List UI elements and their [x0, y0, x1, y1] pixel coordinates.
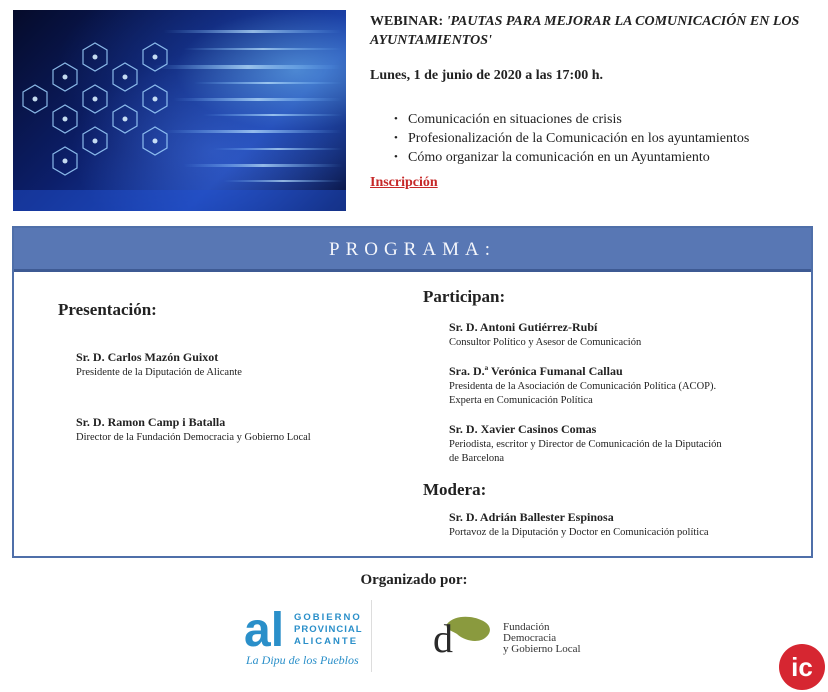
event-header	[370, 12, 820, 191]
speaker	[76, 415, 311, 445]
gobierno-provincial-alicante-logo	[244, 598, 374, 674]
topic-text: Cómo organizar la comunicación en un Ayuntamiento	[408, 150, 710, 165]
topic-list	[394, 110, 820, 167]
programa-box	[12, 226, 813, 558]
programa-title: PROGRAMA:	[14, 228, 811, 272]
bullet-icon: •	[394, 132, 398, 144]
logo-divider	[371, 600, 372, 672]
modera-heading: Modera:	[423, 480, 487, 499]
speaker	[449, 364, 716, 408]
logo-line3: y Gobierno Local	[503, 643, 581, 655]
speaker-name: Sr. D. Xavier Casinos Comas	[449, 422, 597, 436]
participan-heading: Participan:	[423, 287, 506, 306]
list-item	[394, 129, 820, 148]
leaf-icon	[447, 617, 490, 641]
presentacion-heading: Presentación:	[58, 300, 157, 319]
topic-text: Comunicación en situaciones de crisis	[408, 112, 622, 127]
tech-network-illustration	[13, 10, 346, 211]
list-item	[394, 148, 820, 167]
logo-mark: al	[244, 604, 285, 657]
badge-text: ic	[791, 652, 813, 682]
speaker-name: Sr. D. Antoni Gutiérrez-Rubí	[449, 320, 598, 334]
logo-mark: d	[433, 616, 453, 660]
logo-line2: Democracia	[503, 632, 557, 644]
logo-line1: GOBIERNO	[294, 612, 362, 623]
bullet-icon: •	[394, 113, 398, 125]
title-prefix: WEBINAR:	[370, 14, 447, 29]
speaker-role: Presidente de la Diputación de Alicante	[76, 367, 242, 378]
inscripcion-link[interactable]: Inscripción	[370, 175, 438, 190]
logo-line3: ALICANTE	[294, 636, 359, 647]
speaker-name: Sra. D.ª Verónica Fumanal Callau	[449, 364, 623, 378]
event-date: Lunes, 1 de junio de 2020 a las 17:00 h.	[370, 68, 603, 83]
logo-line2: PROVINCIAL	[294, 624, 363, 635]
fundacion-democracia-logo	[433, 610, 603, 660]
speaker-name: Sr. D. Adrián Ballester Espinosa	[449, 510, 614, 524]
speaker	[76, 350, 242, 380]
speaker-role-line2: de Barcelona	[449, 453, 505, 464]
organizers-title: Organizado por:	[360, 572, 468, 588]
logo-tagline: La Dipu de los Pueblos	[246, 653, 359, 667]
speaker-role: Portavoz de la Diputación y Doctor en Comunicación política	[449, 527, 709, 538]
topic-text: Profesionalización de la Comunicación en los ayuntamientos	[408, 131, 750, 146]
speaker-name: Sr. D. Carlos Mazón Guixot	[76, 350, 219, 364]
logo-line1: Fundación	[503, 621, 550, 633]
speaker-role-line2: Experta en Comunicación Política	[449, 395, 593, 406]
speaker	[449, 320, 641, 350]
site-badge-icon[interactable]	[779, 644, 825, 690]
header-image	[13, 10, 346, 211]
speaker-role: Presidenta de la Asociación de Comunicación Política (ACOP).	[449, 381, 717, 392]
speaker-role: Periodista, escritor y Director de Comunicación de la Diputación	[449, 439, 722, 450]
speaker	[449, 510, 709, 540]
speaker-name: Sr. D. Ramon Camp i Batalla	[76, 415, 226, 429]
event-title	[370, 12, 820, 50]
bullet-icon: •	[394, 151, 398, 163]
title-italic: 'PAUTAS PARA MEJORAR LA COMUNICACIÓN EN LOS AYUNTAMIENTOS'	[370, 14, 800, 48]
speaker-role: Director de la Fundación Democracia y Gobierno Local	[76, 432, 311, 443]
speaker-role: Consultor Político y Asesor de Comunicación	[449, 337, 642, 348]
list-item	[394, 110, 820, 129]
speaker	[449, 422, 722, 466]
